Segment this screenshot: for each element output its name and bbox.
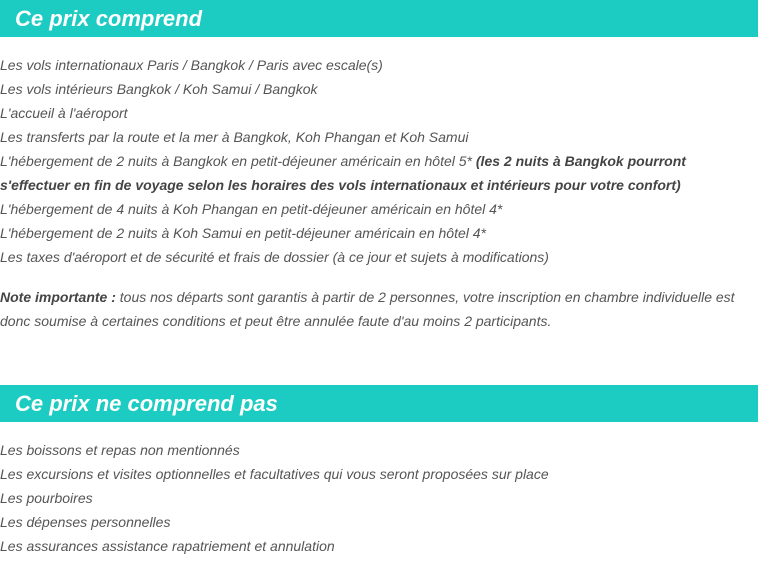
excluded-list <box>0 438 758 558</box>
important-note-label: Note importante : <box>0 289 116 305</box>
list-item: L'accueil à l'aéroport <box>0 105 128 121</box>
important-note <box>0 285 750 333</box>
list-item: Les dépenses personnelles <box>0 514 171 530</box>
included-section-title <box>0 0 758 37</box>
list-item: Les taxes d'aéroport et de sécurité et frais de dossier (à ce jour et sujets à modifications) <box>0 249 549 265</box>
excluded-title-text: Ce prix ne comprend pas <box>15 390 278 416</box>
included-list <box>0 53 700 269</box>
list-item: Les excursions et visites optionnelles et facultatives qui vous seront proposées sur place <box>0 466 549 482</box>
excluded-section-title <box>0 385 758 422</box>
list-item-hotel-bangkok <box>0 149 700 197</box>
list-item: Les pourboires <box>0 490 93 506</box>
important-note-text: tous nos départs sont garantis à partir de 2 personnes, votre inscription en chambre individuelle est donc soumise à certaines conditions et peut être annulée faute d'au moins 2 participants. <box>0 289 735 329</box>
list-item: Les vols internationaux Paris / Bangkok / Paris avec escale(s) <box>0 57 383 73</box>
list-item: L'hébergement de 2 nuits à Koh Samui en petit-déjeuner américain en hôtel 4* <box>0 225 486 241</box>
list-item: Les vols intérieurs Bangkok / Koh Samui / Bangkok <box>0 81 318 97</box>
list-item: Les transferts par la route et la mer à Bangkok, Koh Phangan et Koh Samui <box>0 129 469 145</box>
list-item: Les assurances assistance rapatriement et annulation <box>0 538 335 554</box>
list-item: L'hébergement de 4 nuits à Koh Phangan en petit-déjeuner américain en hôtel 4* <box>0 201 503 217</box>
included-title-text: Ce prix comprend <box>15 5 203 31</box>
hotel-bangkok-text: L'hébergement de 2 nuits à Bangkok en petit-déjeuner américain en hôtel 5* <box>0 153 476 169</box>
list-item: Les boissons et repas non mentionnés <box>0 442 240 458</box>
hotel-bangkok-bold-note: (les 2 nuits à Bangkok pourront s'effectuer en fin de voyage selon les horaires des vols internationaux et intérieurs pour votre confort) <box>0 153 686 193</box>
